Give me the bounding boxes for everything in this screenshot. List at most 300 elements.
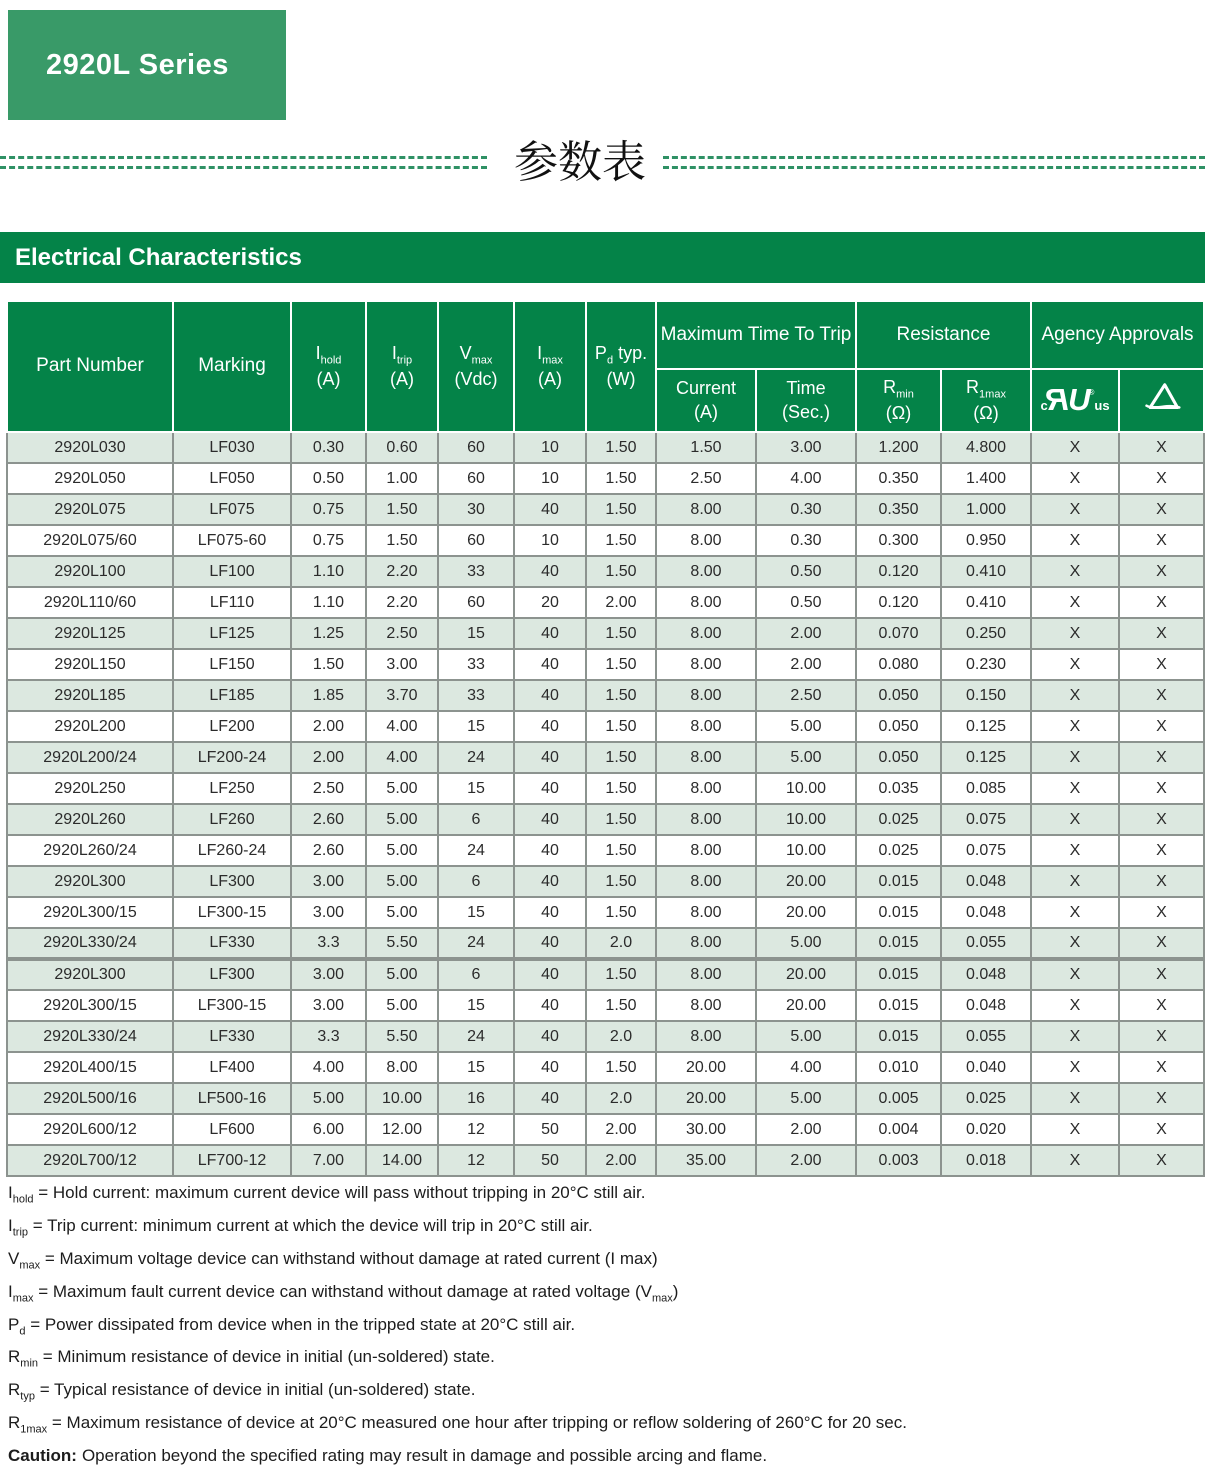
table-cell: 2.20 <box>366 556 438 587</box>
col-header-i-trip: $I_{trip}$ (A) <box>366 301 438 432</box>
table-cell: LF300 <box>173 959 291 990</box>
table-cell: 0.125 <box>941 711 1031 742</box>
table-cell: 2.00 <box>756 1114 856 1145</box>
table-row <box>7 897 1204 928</box>
table-row <box>7 1114 1204 1145</box>
table-cell: 3.3 <box>291 928 366 959</box>
table-cell: X <box>1119 1052 1204 1083</box>
table-row <box>7 959 1204 990</box>
table-cell: 2920L100 <box>7 556 173 587</box>
col-header-r-min: $R_{min}$ (Ω) <box>856 369 941 432</box>
table-cell: 2920L200/24 <box>7 742 173 773</box>
table-cell: 8.00 <box>656 990 756 1021</box>
table-cell: X <box>1031 1052 1119 1083</box>
table-cell: 8.00 <box>656 494 756 525</box>
table-cell: 10.00 <box>366 1083 438 1114</box>
footnote-line: $V_{max}$ = Maximum voltage device can withstand without damage at rated current (I max) <box>8 1248 658 1272</box>
table-cell: 40 <box>514 804 586 835</box>
table-cell: 5.00 <box>366 959 438 990</box>
table-cell: 1.10 <box>291 556 366 587</box>
table-cell: X <box>1119 494 1204 525</box>
table-cell: X <box>1031 897 1119 928</box>
dashed-rule-left <box>0 156 487 169</box>
table-cell: 0.120 <box>856 556 941 587</box>
table-cell: 4.800 <box>941 432 1031 463</box>
table-cell: 8.00 <box>656 556 756 587</box>
table-cell: 1.400 <box>941 463 1031 494</box>
table-cell: 20.00 <box>756 897 856 928</box>
table-cell: X <box>1031 463 1119 494</box>
table-cell: LF150 <box>173 649 291 680</box>
table-cell: 2.20 <box>366 587 438 618</box>
table-cell: X <box>1119 773 1204 804</box>
table-cell: 2920L150 <box>7 649 173 680</box>
table-cell: 0.003 <box>856 1145 941 1176</box>
table-cell: 8.00 <box>656 866 756 897</box>
table-cell: 1.10 <box>291 587 366 618</box>
table-cell: X <box>1119 928 1204 959</box>
table-cell: X <box>1031 618 1119 649</box>
table-cell: 5.00 <box>756 1021 856 1052</box>
table-cell: 33 <box>438 649 514 680</box>
col-header-i-max: $I_{max}$ (A) <box>514 301 586 432</box>
section-banner <box>0 232 1205 283</box>
col-header-pd-typ: $P_d$ typ. (W) <box>586 301 656 432</box>
table-cell: 0.085 <box>941 773 1031 804</box>
table-cell: 0.025 <box>856 835 941 866</box>
table-cell: LF075-60 <box>173 525 291 556</box>
table-cell: 0.080 <box>856 649 941 680</box>
table-cell: 2.50 <box>366 618 438 649</box>
table-row <box>7 866 1204 897</box>
col-header-cul-us <box>1031 369 1119 432</box>
table-row <box>7 742 1204 773</box>
table-cell: 15 <box>438 711 514 742</box>
table-row <box>7 494 1204 525</box>
table-cell: 10 <box>514 432 586 463</box>
table-cell: X <box>1119 587 1204 618</box>
table-cell: X <box>1119 959 1204 990</box>
table-body <box>7 432 1204 1176</box>
table-cell: 0.055 <box>941 1021 1031 1052</box>
col-header-trip-time: Time (Sec.) <box>756 369 856 432</box>
table-cell: 1.50 <box>586 804 656 835</box>
table-cell: 40 <box>514 1052 586 1083</box>
table-cell: X <box>1031 1021 1119 1052</box>
table-cell: X <box>1031 742 1119 773</box>
table-cell: 0.250 <box>941 618 1031 649</box>
table-cell: 2.00 <box>291 711 366 742</box>
table-cell: X <box>1031 556 1119 587</box>
table-cell: 2920L300 <box>7 959 173 990</box>
table-cell: 3.00 <box>291 959 366 990</box>
series-title: 2920L Series <box>46 48 229 81</box>
table-cell: 1.50 <box>586 866 656 897</box>
table-cell: 2920L260 <box>7 804 173 835</box>
table-cell: 1.50 <box>586 742 656 773</box>
table-row <box>7 804 1204 835</box>
table-cell: 3.70 <box>366 680 438 711</box>
table-cell: 2.60 <box>291 835 366 866</box>
table-cell: 1.50 <box>366 525 438 556</box>
table-cell: 0.50 <box>291 463 366 494</box>
table-cell: 3.3 <box>291 1021 366 1052</box>
col-header-r-1max: $R_{1max}$ (Ω) <box>941 369 1031 432</box>
table-cell: 1.50 <box>586 649 656 680</box>
table-cell: 1.50 <box>586 494 656 525</box>
table-cell: 15 <box>438 1052 514 1083</box>
table-cell: 8.00 <box>656 804 756 835</box>
table-cell: 1.85 <box>291 680 366 711</box>
table-cell: 8.00 <box>656 649 756 680</box>
table-cell: X <box>1119 525 1204 556</box>
table-cell: X <box>1119 711 1204 742</box>
table-cell: LF030 <box>173 432 291 463</box>
table-cell: 0.015 <box>856 959 941 990</box>
table-cell: 0.60 <box>366 432 438 463</box>
table-cell: 1.25 <box>291 618 366 649</box>
table-cell: 8.00 <box>656 618 756 649</box>
table-cell: 0.004 <box>856 1114 941 1145</box>
table-cell: X <box>1031 1083 1119 1114</box>
table-cell: 15 <box>438 618 514 649</box>
table-row <box>7 463 1204 494</box>
table-cell: LF300 <box>173 866 291 897</box>
table-cell: 1.50 <box>586 897 656 928</box>
table-cell: 8.00 <box>656 525 756 556</box>
table-cell: LF700-12 <box>173 1145 291 1176</box>
caution-note <box>8 1443 1198 1469</box>
table-cell: 40 <box>514 711 586 742</box>
table-cell: 2920L260/24 <box>7 835 173 866</box>
table-cell: 5.00 <box>756 711 856 742</box>
table-cell: X <box>1119 1114 1204 1145</box>
section-title-band <box>0 130 1205 200</box>
table-cell: 0.055 <box>941 928 1031 959</box>
table-cell: 1.00 <box>366 463 438 494</box>
table-row <box>7 432 1204 463</box>
table-cell: X <box>1119 1083 1204 1114</box>
table-cell: 2920L030 <box>7 432 173 463</box>
table-cell: 8.00 <box>366 1052 438 1083</box>
footnote-line: $R_{min}$ = Minimum resistance of device in initial (un-soldered) state. <box>8 1347 495 1370</box>
table-cell: 1.50 <box>586 525 656 556</box>
table-cell: 0.048 <box>941 897 1031 928</box>
table-cell: X <box>1119 804 1204 835</box>
table-cell: 15 <box>438 990 514 1021</box>
table-cell: LF100 <box>173 556 291 587</box>
table-cell: 10 <box>514 525 586 556</box>
table-cell: 40 <box>514 1083 586 1114</box>
col-header-trip-current: Current (A) <box>656 369 756 432</box>
table-cell: 1.50 <box>586 680 656 711</box>
table-row <box>7 556 1204 587</box>
table-cell: 1.50 <box>656 432 756 463</box>
table-cell: 0.30 <box>756 525 856 556</box>
table-cell: LF500-16 <box>173 1083 291 1114</box>
table-cell: 1.50 <box>366 494 438 525</box>
table-cell: 2920L300/15 <box>7 897 173 928</box>
table-cell: X <box>1031 649 1119 680</box>
table-cell: X <box>1031 1114 1119 1145</box>
group-header-agency-approvals: Agency Approvals <box>1031 301 1204 369</box>
table-cell: 5.00 <box>756 1083 856 1114</box>
table-cell: 0.040 <box>941 1052 1031 1083</box>
caution-text: Operation beyond the specified rating may result in damage and possible arcing and flame. <box>81 1446 768 1466</box>
table-cell: 40 <box>514 742 586 773</box>
table-cell: 2.00 <box>586 1145 656 1176</box>
table-cell: 1.50 <box>586 711 656 742</box>
table-row <box>7 587 1204 618</box>
table-cell: 8.00 <box>656 711 756 742</box>
table-cell: X <box>1031 711 1119 742</box>
table-cell: 8.00 <box>656 680 756 711</box>
table-cell: 2920L500/16 <box>7 1083 173 1114</box>
table-cell: 40 <box>514 649 586 680</box>
table-cell: 1.50 <box>586 618 656 649</box>
table-cell: 0.015 <box>856 897 941 928</box>
table-cell: X <box>1031 866 1119 897</box>
table-cell: 0.010 <box>856 1052 941 1083</box>
table-cell: 0.070 <box>856 618 941 649</box>
table-cell: 2920L200 <box>7 711 173 742</box>
table-cell: 0.75 <box>291 525 366 556</box>
group-header-resistance: Resistance <box>856 301 1031 369</box>
table-cell: LF330 <box>173 1021 291 1052</box>
table-cell: 1.50 <box>586 556 656 587</box>
table-cell: 6 <box>438 804 514 835</box>
footnote-line: $I_{max}$ = Maximum fault current device can withstand without damage at rated voltage $(V_{max})$ <box>8 1281 679 1305</box>
electrical-characteristics-table <box>6 300 1205 1177</box>
table-row <box>7 1052 1204 1083</box>
col-header-i-hold: $I_{hold}$ (A) <box>291 301 366 432</box>
table-cell: 8.00 <box>656 587 756 618</box>
table-cell: 10 <box>514 463 586 494</box>
table-cell: LF250 <box>173 773 291 804</box>
table-cell: 5.00 <box>291 1083 366 1114</box>
table-cell: 0.048 <box>941 866 1031 897</box>
footnotes <box>8 1180 1198 1469</box>
table-cell: 0.015 <box>856 866 941 897</box>
table-cell: 3.00 <box>291 897 366 928</box>
table-cell: 7.00 <box>291 1145 366 1176</box>
table-cell: 33 <box>438 556 514 587</box>
table-cell: 4.00 <box>366 711 438 742</box>
table-cell: 14.00 <box>366 1145 438 1176</box>
table-cell: 8.00 <box>656 773 756 804</box>
table-cell: X <box>1031 1145 1119 1176</box>
table-cell: 1.50 <box>586 835 656 866</box>
table-cell: 40 <box>514 866 586 897</box>
table-cell: 35.00 <box>656 1145 756 1176</box>
table-cell: X <box>1119 897 1204 928</box>
table-cell: 20.00 <box>756 959 856 990</box>
table-row <box>7 711 1204 742</box>
table-cell: 20.00 <box>656 1052 756 1083</box>
table-cell: 20.00 <box>756 866 856 897</box>
table-cell: 40 <box>514 680 586 711</box>
table-cell: 33 <box>438 680 514 711</box>
footnote-list <box>8 1180 1198 1443</box>
table-cell: 2.50 <box>756 680 856 711</box>
table-cell: 2920L300 <box>7 866 173 897</box>
table-cell: 30.00 <box>656 1114 756 1145</box>
table-cell: 5.00 <box>756 742 856 773</box>
table-cell: 2.00 <box>586 587 656 618</box>
table-cell: 40 <box>514 897 586 928</box>
table-cell: 0.075 <box>941 835 1031 866</box>
col-header-triangle-cert <box>1119 369 1204 432</box>
table-cell: 1.50 <box>291 649 366 680</box>
table-cell: X <box>1119 835 1204 866</box>
series-title-box <box>8 10 286 120</box>
footnote-line: $I_{trip}$ = Trip current: minimum current at which the device will trip in 20°C still air. <box>8 1215 593 1239</box>
triangle-cert-icon <box>1142 382 1182 413</box>
table-cell: LF260-24 <box>173 835 291 866</box>
table-row <box>7 525 1204 556</box>
table-cell: 5.00 <box>366 835 438 866</box>
table-cell: 2.00 <box>756 649 856 680</box>
table-cell: 2.0 <box>586 928 656 959</box>
table-cell: 10.00 <box>756 773 856 804</box>
table-cell: 3.00 <box>291 990 366 1021</box>
footnote-line: $R_{1max}$ = Maximum resistance of device at 20°C measured one hour after tripping or reflow soldering of 260°C for 20 sec. <box>8 1413 907 1436</box>
table-cell: 2920L600/12 <box>7 1114 173 1145</box>
table-row <box>7 680 1204 711</box>
table-cell: 0.015 <box>856 928 941 959</box>
table-cell: 8.00 <box>656 897 756 928</box>
table-cell: 2.0 <box>586 1083 656 1114</box>
table-cell: 6 <box>438 959 514 990</box>
table-cell: 0.350 <box>856 494 941 525</box>
table-cell: 1.000 <box>941 494 1031 525</box>
table-cell: 5.00 <box>366 773 438 804</box>
table-cell: 4.00 <box>756 463 856 494</box>
table-cell: 1.50 <box>586 1052 656 1083</box>
table-cell: 4.00 <box>366 742 438 773</box>
table-cell: X <box>1031 680 1119 711</box>
table-cell: 2.00 <box>756 618 856 649</box>
table-cell: 0.230 <box>941 649 1031 680</box>
table-cell: 40 <box>514 494 586 525</box>
table-cell: 4.00 <box>756 1052 856 1083</box>
table-cell: 12 <box>438 1145 514 1176</box>
table-cell: 12.00 <box>366 1114 438 1145</box>
section-title-chinese: 参数表 <box>514 137 646 188</box>
table-cell: 2920L125 <box>7 618 173 649</box>
table-cell: 0.300 <box>856 525 941 556</box>
table-cell: 0.30 <box>291 432 366 463</box>
table-cell: 10.00 <box>756 835 856 866</box>
table-cell: X <box>1031 835 1119 866</box>
section-banner-label: Electrical Characteristics <box>15 243 302 271</box>
table-cell: X <box>1031 990 1119 1021</box>
table-row <box>7 835 1204 866</box>
table-cell: 24 <box>438 742 514 773</box>
table-row <box>7 618 1204 649</box>
table-cell: 12 <box>438 1114 514 1145</box>
table-cell: 0.350 <box>856 463 941 494</box>
table-cell: 8.00 <box>656 742 756 773</box>
table-cell: 20.00 <box>656 1083 756 1114</box>
table-cell: 0.048 <box>941 959 1031 990</box>
table-cell: 2.50 <box>656 463 756 494</box>
col-header-part-number: Part Number <box>7 301 173 432</box>
table-cell: X <box>1031 773 1119 804</box>
table-row <box>7 1145 1204 1176</box>
table-cell: 0.018 <box>941 1145 1031 1176</box>
table-cell: 0.005 <box>856 1083 941 1114</box>
table-cell: 0.025 <box>856 804 941 835</box>
table-cell: 1.200 <box>856 432 941 463</box>
table-cell: 0.125 <box>941 742 1031 773</box>
table-row <box>7 1021 1204 1052</box>
table-cell: 0.75 <box>291 494 366 525</box>
group-header-max-time-to-trip: Maximum Time To Trip <box>656 301 856 369</box>
table-cell: 5.00 <box>756 928 856 959</box>
table-cell: 15 <box>438 897 514 928</box>
footnote-line: $I_{hold}$ = Hold current: maximum current device will pass without tripping in 20°C still air. <box>8 1183 646 1206</box>
table-cell: 40 <box>514 990 586 1021</box>
table-cell: 0.025 <box>941 1083 1031 1114</box>
table-cell: 2.0 <box>586 1021 656 1052</box>
table-cell: 2920L400/15 <box>7 1052 173 1083</box>
table-cell: 2.60 <box>291 804 366 835</box>
table-cell: LF600 <box>173 1114 291 1145</box>
table-cell: 2.00 <box>756 1145 856 1176</box>
table-cell: X <box>1031 525 1119 556</box>
table-cell: 0.30 <box>756 494 856 525</box>
table-cell: 2920L185 <box>7 680 173 711</box>
table-cell: 0.50 <box>756 587 856 618</box>
table-cell: X <box>1031 928 1119 959</box>
table-cell: 0.020 <box>941 1114 1031 1145</box>
table-cell: 6.00 <box>291 1114 366 1145</box>
table-cell: 2920L330/24 <box>7 1021 173 1052</box>
table-cell: 24 <box>438 835 514 866</box>
table-cell: 40 <box>514 928 586 959</box>
table-cell: 2920L250 <box>7 773 173 804</box>
table-cell: X <box>1031 804 1119 835</box>
table-cell: 2920L330/24 <box>7 928 173 959</box>
table-cell: 5.00 <box>366 804 438 835</box>
table-row <box>7 649 1204 680</box>
table-cell: 50 <box>514 1145 586 1176</box>
table-cell: LF330 <box>173 928 291 959</box>
table-cell: 5.50 <box>366 928 438 959</box>
table-cell: LF050 <box>173 463 291 494</box>
table-cell: X <box>1119 463 1204 494</box>
table-cell: 24 <box>438 1021 514 1052</box>
table-cell: 20.00 <box>756 990 856 1021</box>
table-cell: 30 <box>438 494 514 525</box>
footnote-line: $P_d$ = Power dissipated from device when in the tripped state at 20°C still air. <box>8 1314 576 1337</box>
table-cell: 20 <box>514 587 586 618</box>
table-cell: 0.50 <box>756 556 856 587</box>
table-cell: 6 <box>438 866 514 897</box>
table-cell: X <box>1119 432 1204 463</box>
table-cell: 2920L050 <box>7 463 173 494</box>
table-cell: X <box>1119 1145 1204 1176</box>
table-cell: 60 <box>438 525 514 556</box>
table-cell: 8.00 <box>656 959 756 990</box>
table-cell: X <box>1031 494 1119 525</box>
table-cell: X <box>1119 1021 1204 1052</box>
table-cell: 4.00 <box>291 1052 366 1083</box>
table-cell: 0.048 <box>941 990 1031 1021</box>
table-cell: 5.00 <box>366 990 438 1021</box>
table-cell: X <box>1119 556 1204 587</box>
